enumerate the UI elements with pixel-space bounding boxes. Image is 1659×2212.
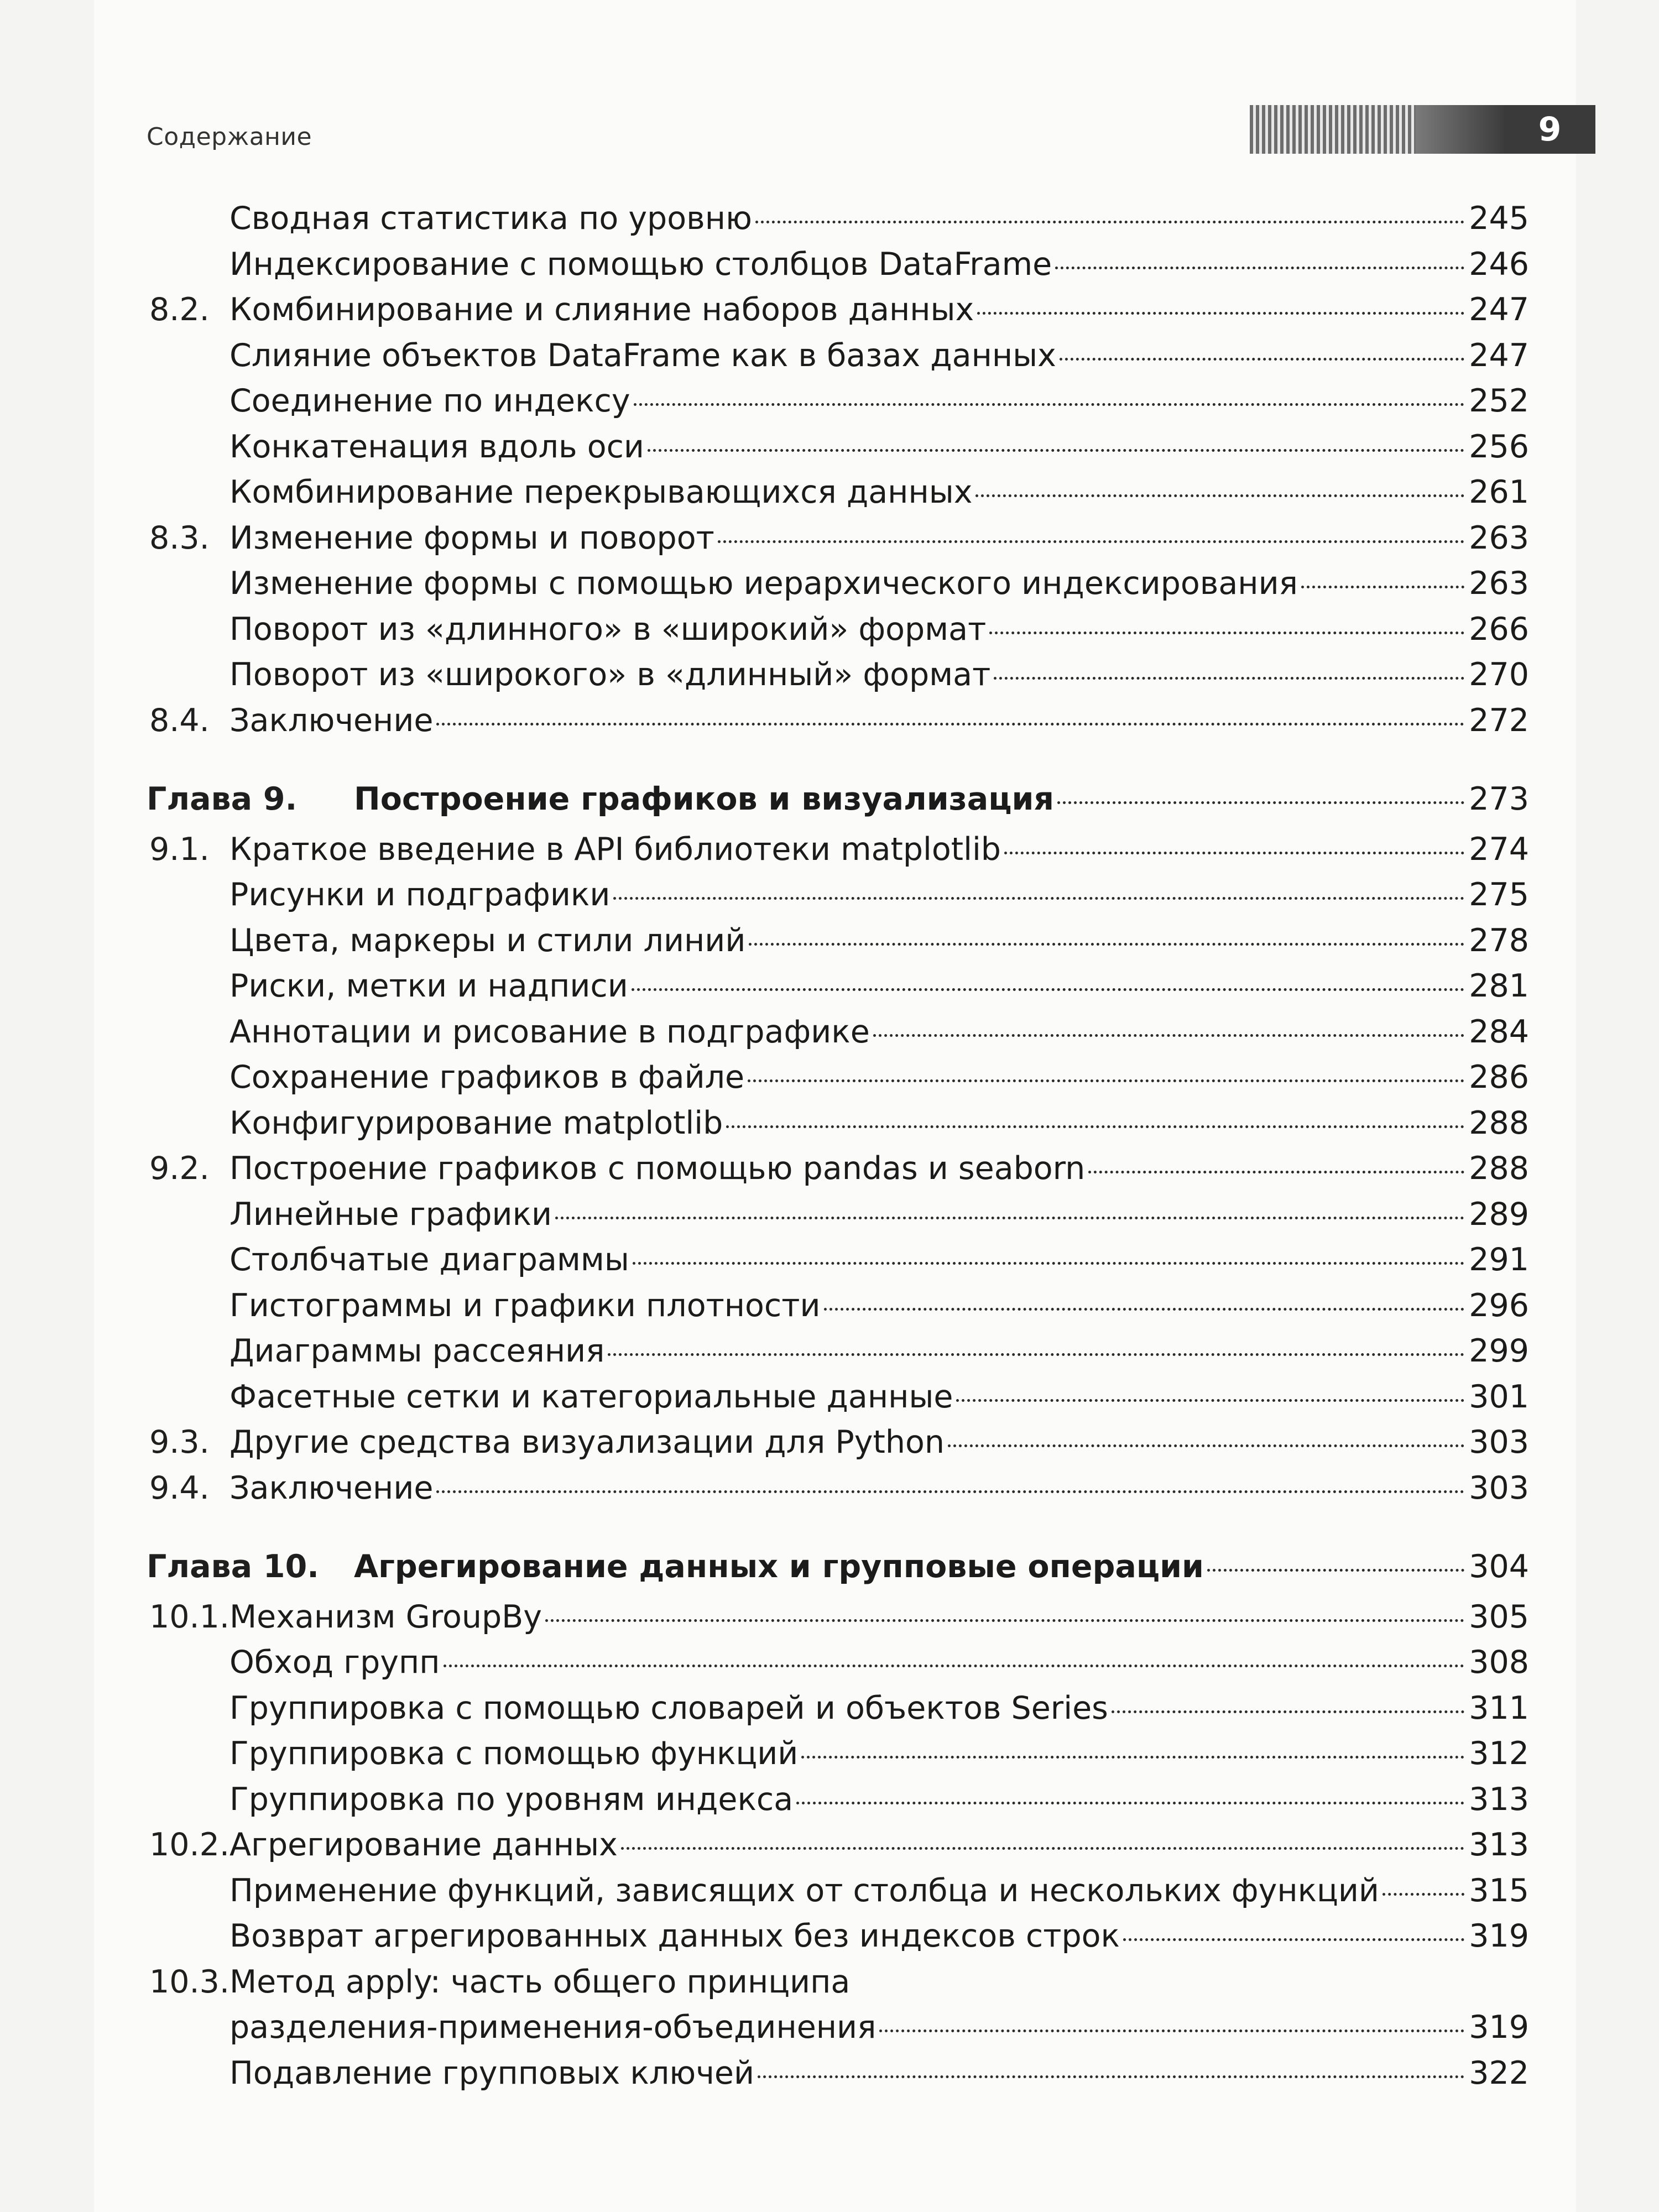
toc-entry-page: 301 xyxy=(1469,1378,1529,1415)
toc-entry-line xyxy=(229,1011,1529,1052)
toc-entry-line xyxy=(229,518,1529,559)
toc-entry-page: 273 xyxy=(1469,781,1529,817)
toc-entry-title: Сохранение графиков в файле xyxy=(229,1059,745,1095)
toc-dot-leader xyxy=(1207,1569,1464,1572)
toc-dot-leader xyxy=(975,494,1464,497)
toc-dot-leader xyxy=(648,449,1464,452)
toc-entry-line xyxy=(229,1779,1529,1820)
toc-entry-line xyxy=(229,1688,1529,1729)
toc-entry-title: Агрегирование данных xyxy=(229,1827,618,1863)
toc-entry-page: 263 xyxy=(1469,565,1529,602)
toc-entry-title: Группировка с помощью словарей и объектов Series xyxy=(229,1689,1108,1726)
toc-entry-page: 261 xyxy=(1469,474,1529,510)
toc-entry-title: Возврат агрегированных данных без индексов строк xyxy=(229,1918,1120,1954)
toc-entry-line xyxy=(229,289,1529,330)
toc-dot-leader xyxy=(879,2030,1464,2032)
toc-entry-title: Аннотации и рисование в подграфике xyxy=(229,1013,870,1050)
toc-entry-title: Построение графиков с помощью pandas и seaborn xyxy=(229,1150,1086,1187)
toc-entry-page: 313 xyxy=(1469,1827,1529,1863)
toc-entry-page: 270 xyxy=(1469,656,1529,693)
toc-dot-leader xyxy=(748,1079,1464,1082)
table-of-contents xyxy=(94,0,1576,2212)
toc-entry-page: 272 xyxy=(1469,702,1529,739)
toc-entry-row xyxy=(94,609,1576,650)
toc-entry-row xyxy=(94,244,1576,285)
toc-dot-leader xyxy=(1123,1938,1464,1941)
toc-dot-leader xyxy=(1112,1710,1464,1713)
toc-entry-title: Построение графиков и визуализация xyxy=(354,781,1055,817)
toc-entry-line xyxy=(229,1194,1529,1235)
toc-entry-line xyxy=(229,1824,1529,1865)
toc-entry-row xyxy=(94,1468,1576,1509)
toc-entry-title: Подавление групповых ключей xyxy=(229,2054,755,2091)
toc-entry-line xyxy=(229,966,1529,1006)
toc-entry-line xyxy=(229,609,1529,650)
toc-entry-page: 245 xyxy=(1469,200,1529,237)
toc-dot-leader xyxy=(555,1217,1464,1219)
toc-entry-row xyxy=(94,654,1576,695)
toc-entry-title: Обход групп xyxy=(229,1644,440,1681)
toc-entry-page: 311 xyxy=(1469,1689,1529,1726)
toc-dot-leader xyxy=(956,1399,1464,1402)
toc-chapter-row xyxy=(94,1546,1576,1587)
toc-entry-row xyxy=(94,1011,1576,1052)
toc-dot-leader xyxy=(755,221,1464,223)
toc-entry-row xyxy=(94,1331,1576,1371)
toc-entry-title: Индексирование с помощью столбцов DataFrame xyxy=(229,246,1052,283)
toc-entry-title: Гистограммы и графики плотности xyxy=(229,1287,821,1324)
toc-entry-row xyxy=(94,2007,1576,2048)
toc-entry-title: Столбчатые диаграммы xyxy=(229,1241,629,1278)
page-number: 9 xyxy=(1504,105,1595,154)
toc-entry-page: 291 xyxy=(1469,1241,1529,1278)
toc-entry-line xyxy=(229,1642,1529,1683)
toc-entry-row xyxy=(94,426,1576,467)
toc-entry-line xyxy=(229,1961,1529,2002)
toc-entry-title: Метод apply: часть общего принципа xyxy=(229,1963,851,2000)
toc-entry-row xyxy=(94,1194,1576,1235)
toc-entry-title: Применение функций, зависящих от столбца и нескольких функций xyxy=(229,1872,1379,1909)
toc-entry-line xyxy=(229,1733,1529,1774)
toc-entry-number: 8.3. xyxy=(149,519,210,556)
toc-entry-number: 10.1. xyxy=(149,1598,230,1635)
toc-dot-leader xyxy=(1004,852,1464,854)
toc-dot-leader xyxy=(633,1262,1464,1265)
toc-entry-number: 10.2. xyxy=(149,1827,230,1863)
toc-entry-row xyxy=(94,1961,1576,2002)
toc-entry-title: Конфигурирование matplotlib xyxy=(229,1104,723,1141)
toc-entry-number: 8.4. xyxy=(149,702,210,739)
toc-dot-leader xyxy=(436,723,1464,726)
toc-entry-row xyxy=(94,1285,1576,1326)
toc-dot-leader xyxy=(801,1756,1464,1759)
toc-entry-row xyxy=(94,1239,1576,1280)
toc-entry-line xyxy=(229,654,1529,695)
toc-entry-row xyxy=(94,920,1576,961)
toc-entry-page: 303 xyxy=(1469,1469,1529,1506)
toc-entry-number: Глава 9. xyxy=(147,781,298,817)
toc-entry-row xyxy=(94,518,1576,559)
toc-entry-page: 284 xyxy=(1469,1013,1529,1050)
toc-entry-page: 322 xyxy=(1469,2054,1529,2091)
toc-entry-title: Соединение по индексу xyxy=(229,383,630,419)
toc-entry-line xyxy=(229,198,1529,239)
toc-entry-page: 315 xyxy=(1469,1872,1529,1909)
toc-dot-leader xyxy=(621,1847,1464,1850)
toc-entry-number: 9.4. xyxy=(149,1469,210,1506)
toc-entry-number: 9.1. xyxy=(149,831,210,868)
toc-entry-line xyxy=(229,1468,1529,1509)
toc-entry-page: 281 xyxy=(1469,968,1529,1004)
toc-entry-page: 278 xyxy=(1469,922,1529,959)
toc-entry-line xyxy=(229,426,1529,467)
toc-entry-row xyxy=(94,1870,1576,1911)
toc-entry-line xyxy=(229,1239,1529,1280)
toc-dot-leader xyxy=(977,312,1464,315)
toc-entry-title: Заключение xyxy=(229,702,434,739)
toc-entry-title: Слияние объектов DataFrame как в базах данных xyxy=(229,337,1056,374)
toc-entry-row xyxy=(94,1733,1576,1774)
toc-dot-leader xyxy=(1301,586,1464,588)
toc-dot-leader xyxy=(989,632,1464,634)
toc-entry-line xyxy=(229,563,1529,604)
toc-entry-page: 263 xyxy=(1469,519,1529,556)
toc-entry-title: Заключение xyxy=(229,1469,434,1506)
toc-entry-row xyxy=(94,1916,1576,1957)
toc-entry-row xyxy=(94,198,1576,239)
toc-entry-page: 319 xyxy=(1469,2009,1529,2046)
toc-entry-page: 247 xyxy=(1469,337,1529,374)
toc-entry-page: 275 xyxy=(1469,877,1529,913)
toc-entry-title: Комбинирование перекрывающихся данных xyxy=(229,474,973,510)
toc-entry-title: Группировка по уровням индекса xyxy=(229,1781,794,1818)
toc-entry-row xyxy=(94,289,1576,330)
toc-entry-row xyxy=(94,966,1576,1006)
toc-dot-leader xyxy=(545,1619,1464,1622)
toc-entry-line xyxy=(229,1916,1529,1957)
toc-entry-page: 305 xyxy=(1469,1598,1529,1635)
toc-entry-line xyxy=(229,2053,1529,2094)
toc-dot-leader xyxy=(758,2075,1464,2078)
toc-dot-leader xyxy=(632,988,1464,991)
toc-dot-leader xyxy=(613,897,1464,900)
toc-entry-page: 308 xyxy=(1469,1644,1529,1681)
toc-entry-title: Изменение формы с помощью иерархического индексирования xyxy=(229,565,1298,602)
toc-entry-number: 8.2. xyxy=(149,291,210,328)
toc-dot-leader xyxy=(1057,801,1464,804)
toc-chapter-row xyxy=(94,779,1576,820)
toc-entry-line xyxy=(229,2007,1529,2048)
toc-dot-leader xyxy=(824,1308,1465,1311)
toc-entry-row xyxy=(94,1779,1576,1820)
toc-entry-row xyxy=(94,874,1576,915)
toc-entry-line xyxy=(229,1103,1529,1144)
toc-entry-line xyxy=(229,829,1529,870)
toc-dot-leader xyxy=(796,1802,1464,1804)
toc-entry-line xyxy=(229,874,1529,915)
toc-dot-leader xyxy=(634,403,1465,406)
toc-entry-line xyxy=(229,1285,1529,1326)
toc-entry-row xyxy=(94,472,1576,513)
toc-dot-leader xyxy=(1055,267,1464,269)
toc-entry-line xyxy=(229,1870,1529,1911)
toc-entry-row xyxy=(94,1376,1576,1417)
toc-entry-page: 252 xyxy=(1469,383,1529,419)
toc-entry-row xyxy=(94,829,1576,870)
toc-entry-title: Фасетные сетки и категориальные данные xyxy=(229,1378,953,1415)
toc-entry-line xyxy=(229,700,1529,741)
toc-entry-title: Конкатенация вдоль оси xyxy=(229,428,644,465)
toc-entry-page: 313 xyxy=(1469,1781,1529,1818)
toc-entry-page: 274 xyxy=(1469,831,1529,868)
toc-entry-page: 304 xyxy=(1469,1548,1529,1585)
toc-entry-title: Риски, метки и надписи xyxy=(229,968,628,1004)
book-page xyxy=(94,0,1576,2212)
toc-dot-leader xyxy=(608,1353,1464,1356)
toc-entry-line xyxy=(229,244,1529,285)
toc-entry-row xyxy=(94,700,1576,741)
toc-dot-leader xyxy=(994,677,1464,680)
toc-entry-title: Другие средства визуализации для Python xyxy=(229,1424,945,1460)
toc-entry-title: Поворот из «длинного» в «широкий» формат xyxy=(229,611,987,648)
toc-entry-page: 286 xyxy=(1469,1059,1529,1095)
toc-entry-number: 10.3. xyxy=(149,1963,230,2000)
toc-entry-page: 288 xyxy=(1469,1104,1529,1141)
toc-dot-leader xyxy=(718,540,1464,543)
toc-entry-title: Поворот из «широкого» в «длинный» формат xyxy=(229,656,991,693)
toc-entry-line xyxy=(229,1331,1529,1371)
toc-entry-title: разделения-применения-объединения xyxy=(229,2009,877,2046)
toc-entry-row xyxy=(94,1824,1576,1865)
toc-entry-page: 319 xyxy=(1469,1918,1529,1954)
toc-entry-page: 296 xyxy=(1469,1287,1529,1324)
toc-dot-leader xyxy=(726,1125,1464,1128)
toc-entry-row xyxy=(94,563,1576,604)
toc-entry-row xyxy=(94,1148,1576,1189)
toc-entry-row xyxy=(94,380,1576,421)
toc-dot-leader xyxy=(873,1034,1464,1037)
toc-entry-line xyxy=(229,1422,1529,1463)
toc-entry-page: 288 xyxy=(1469,1150,1529,1187)
toc-entry-page: 246 xyxy=(1469,246,1529,283)
toc-entry-number: 9.2. xyxy=(149,1150,210,1187)
toc-dot-leader xyxy=(444,1665,1465,1667)
toc-entry-title: Диаграммы рассеяния xyxy=(229,1333,605,1369)
running-head: Содержание xyxy=(147,123,312,151)
toc-entry-title: Изменение формы и поворот xyxy=(229,519,714,556)
toc-entry-line xyxy=(229,1597,1529,1637)
toc-entry-row xyxy=(94,1688,1576,1729)
toc-entry-page: 303 xyxy=(1469,1424,1529,1460)
toc-entry-row xyxy=(94,335,1576,376)
toc-entry-title: Группировка с помощью функций xyxy=(229,1735,799,1772)
toc-entry-line xyxy=(229,472,1529,513)
toc-entry-row xyxy=(94,1642,1576,1683)
toc-entry-row xyxy=(94,1103,1576,1144)
toc-entry-line xyxy=(354,1546,1529,1587)
toc-dot-leader xyxy=(948,1444,1464,1447)
toc-entry-page: 289 xyxy=(1469,1196,1529,1233)
toc-entry-row xyxy=(94,1422,1576,1463)
toc-dot-leader xyxy=(749,943,1464,946)
toc-entry-page: 299 xyxy=(1469,1333,1529,1369)
toc-entry-number: Глава 10. xyxy=(147,1548,319,1585)
toc-entry-page: 256 xyxy=(1469,428,1529,465)
toc-entry-row xyxy=(94,1597,1576,1637)
toc-entry-title: Агрегирование данных и групповые операции xyxy=(354,1548,1204,1585)
toc-entry-title: Комбинирование и слияние наборов данных xyxy=(229,291,974,328)
toc-entry-line xyxy=(229,380,1529,421)
toc-dot-leader xyxy=(1088,1171,1464,1173)
toc-entry-number: 9.3. xyxy=(149,1424,210,1460)
toc-entry-title: Сводная статистика по уровню xyxy=(229,200,752,237)
toc-entry-title: Краткое введение в API библиотеки matplotlib xyxy=(229,831,1001,868)
toc-entry-title: Механизм GroupBy xyxy=(229,1598,542,1635)
toc-dot-leader xyxy=(436,1490,1464,1493)
toc-entry-line xyxy=(229,1057,1529,1098)
toc-dot-leader xyxy=(1060,358,1464,361)
toc-entry-page: 266 xyxy=(1469,611,1529,648)
toc-entry-line xyxy=(229,1376,1529,1417)
toc-dot-leader xyxy=(1383,1893,1464,1896)
toc-entry-line xyxy=(229,335,1529,376)
toc-entry-page: 312 xyxy=(1469,1735,1529,1772)
toc-entry-title: Линейные графики xyxy=(229,1196,552,1233)
toc-entry-title: Цвета, маркеры и стили линий xyxy=(229,922,746,959)
toc-entry-row xyxy=(94,1057,1576,1098)
toc-entry-line xyxy=(354,779,1529,820)
toc-entry-line xyxy=(229,1148,1529,1189)
toc-entry-line xyxy=(229,920,1529,961)
toc-entry-page: 247 xyxy=(1469,291,1529,328)
toc-entry-row xyxy=(94,2053,1576,2094)
toc-entry-title: Рисунки и подграфики xyxy=(229,877,611,913)
